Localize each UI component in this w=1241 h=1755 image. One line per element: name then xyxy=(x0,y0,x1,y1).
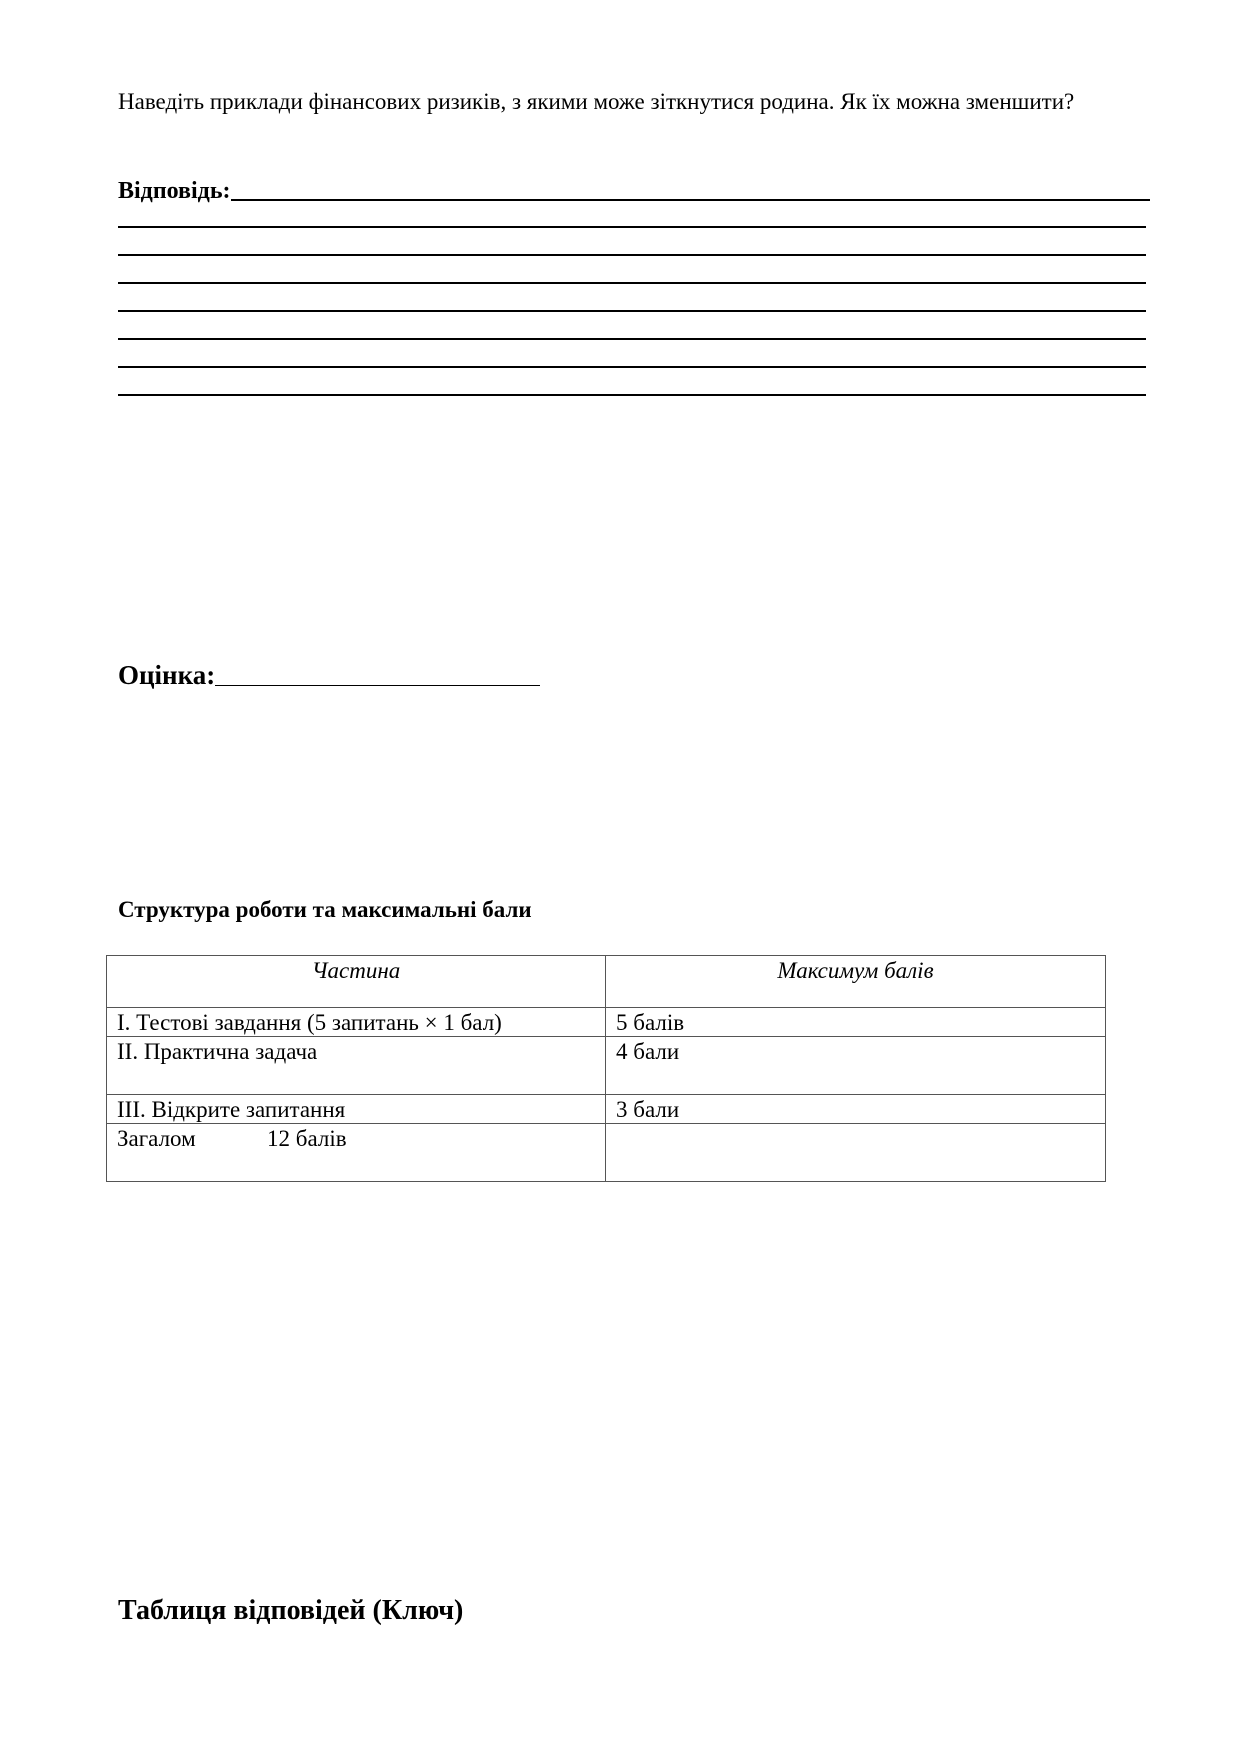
answer-line[interactable] xyxy=(118,310,1146,312)
structure-table xyxy=(106,955,1106,1182)
answer-line[interactable] xyxy=(118,338,1146,340)
structure-title: Структура роботи та максимальні бали xyxy=(118,897,532,922)
answer-key-title: Таблиця відповідей (Ключ) xyxy=(118,1595,464,1626)
answer-line[interactable] xyxy=(118,366,1146,368)
grade-label: Оцінка: xyxy=(118,660,216,690)
table-header-row xyxy=(107,956,1106,1008)
answer-field[interactable] xyxy=(118,172,1150,206)
total-label: Загалом xyxy=(117,1126,196,1151)
grade-line[interactable] xyxy=(215,685,540,686)
row-max: 5 балів xyxy=(606,1008,1106,1037)
table-row xyxy=(107,1095,1106,1124)
row-part: II. Практична задача xyxy=(107,1037,606,1095)
answer-line[interactable] xyxy=(118,226,1146,228)
table-row-total xyxy=(107,1124,1106,1182)
header-max-points: Максимум балів xyxy=(606,956,1106,1008)
row-max: 3 бали xyxy=(606,1095,1106,1124)
table-row xyxy=(107,1008,1106,1037)
answer-line[interactable] xyxy=(118,394,1146,396)
answer-line[interactable] xyxy=(118,254,1146,256)
table-row xyxy=(107,1037,1106,1095)
row-part: III. Відкрите запитання xyxy=(107,1095,606,1124)
row-max: 4 бали xyxy=(606,1037,1106,1095)
grade-field[interactable] xyxy=(118,652,540,692)
question-text: Наведіть приклади фінансових ризиків, з якими може зіткнутися родина. Як їх можна зменшити? xyxy=(118,89,1075,114)
total-cell xyxy=(107,1124,606,1182)
total-value: 12 балів xyxy=(267,1126,347,1151)
answer-line[interactable] xyxy=(231,199,1151,201)
row-part: I. Тестові завдання (5 запитань × 1 бал) xyxy=(107,1008,606,1037)
answer-label: Відповідь: xyxy=(118,178,231,204)
answer-line[interactable] xyxy=(118,282,1146,284)
header-part: Частина xyxy=(107,956,606,1008)
total-max xyxy=(606,1124,1106,1182)
